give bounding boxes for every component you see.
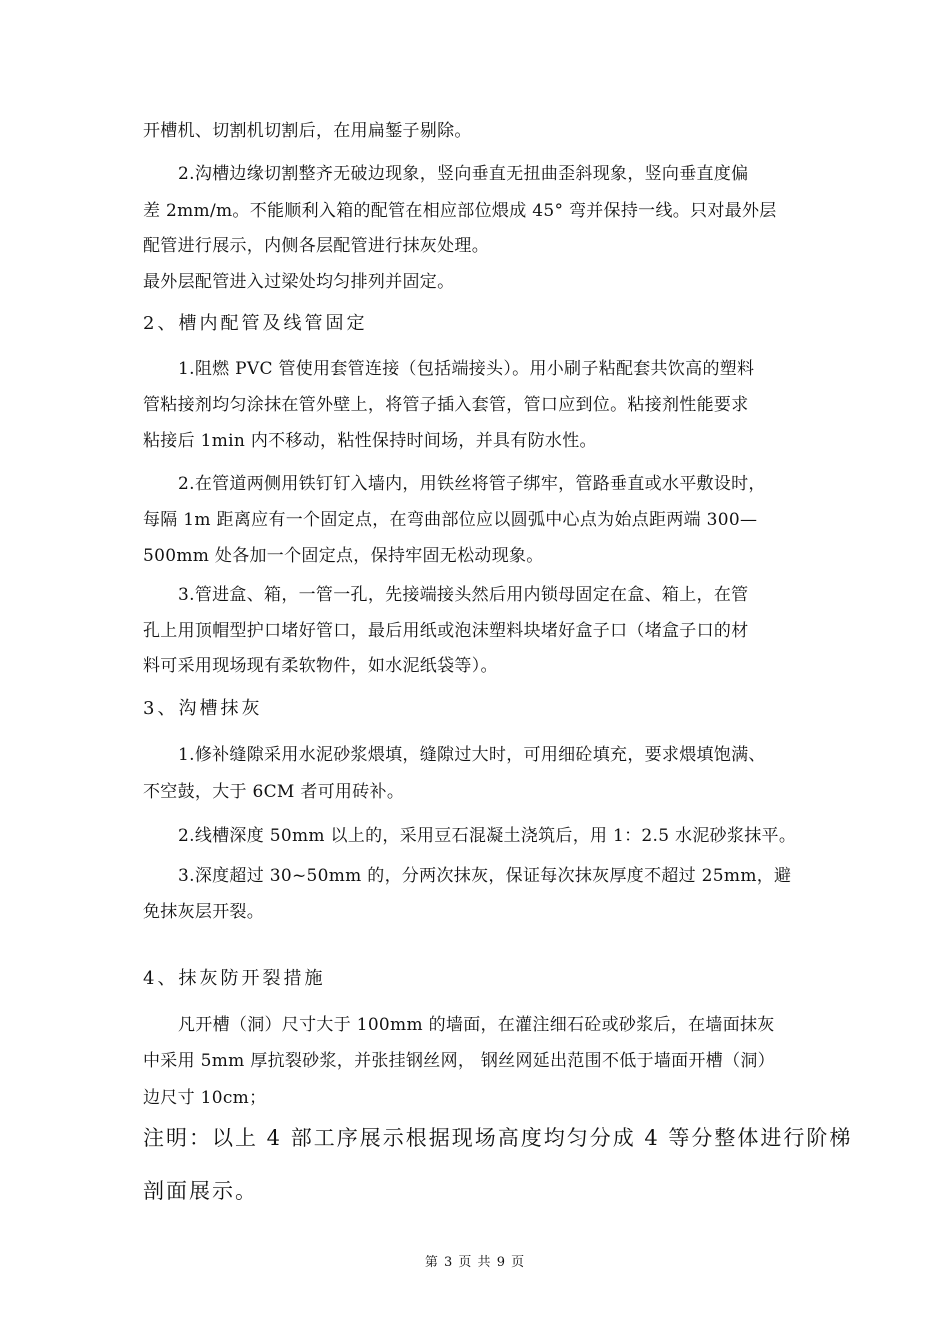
paragraph-line: 差 2mm/m。不能顺利入箱的配管在相应部位煨成 45° 弯并保持一线。只对最外层: [143, 201, 777, 221]
paragraph-line: 2.线槽深度 50mm 以上的，采用豆石混凝土浇筑后，用 1：2.5 水泥砂浆抹平。: [178, 826, 797, 846]
paragraph-line: 500mm 处各加一个固定点，保持牢固无松动现象。: [143, 546, 544, 566]
note-line: 注明：以上 4 部工序展示根据现场高度均匀分成 4 等分整体进行阶梯: [143, 1126, 853, 1150]
paragraph-line: 2.沟槽边缘切割整齐无破边现象，竖向垂直无扭曲歪斜现象，竖向垂直度偏: [178, 164, 749, 184]
section-heading: 4、抹灰防开裂措施: [143, 968, 326, 989]
paragraph-line: 管粘接剂均匀涂抹在管外壁上，将管子插入套管，管口应到位。粘接剂性能要求: [143, 395, 749, 415]
paragraph-line: 每隔 1m 距离应有一个固定点，在弯曲部位应以圆弧中心点为始点距两端 300—: [143, 510, 758, 530]
paragraph-line: 配管进行展示，内侧各层配管进行抹灰处理。: [143, 236, 489, 256]
paragraph-line: 粘接后 1min 内不移动，粘性保持时间场，并具有防水性。: [143, 431, 597, 451]
paragraph-line: 3.深度超过 30~50mm 的，分两次抹灰，保证每次抹灰厚度不超过 25mm，避: [178, 866, 792, 886]
note-line: 剖面展示。: [143, 1179, 258, 1203]
paragraph-line: 1.阻燃 PVC 管使用套管连接（包括端接头）。用小刷子粘配套共饮高的塑料: [178, 359, 755, 379]
paragraph-line: 中采用 5mm 厚抗裂砂浆，并张挂钢丝网， 钢丝网延出范围不低于墙面开槽（洞）: [143, 1051, 775, 1071]
paragraph-line: 凡开槽（洞）尺寸大于 100mm 的墙面，在灌注细石砼或砂浆后，在墙面抹灰: [178, 1015, 775, 1035]
page-footer: 第 3 页 共 9 页: [424, 1255, 526, 1270]
paragraph-line: 1.修补缝隙采用水泥砂浆煨填，缝隙过大时，可用细砼填充，要求煨填饱满、: [178, 745, 766, 765]
paragraph-line: 3.管进盒、箱，一管一孔，先接端接头然后用内锁母固定在盒、箱上，在管: [178, 585, 749, 605]
paragraph-line: 开槽机、切割机切割后，在用扁錾子剔除。: [143, 121, 472, 141]
section-heading: 2、槽内配管及线管固定: [143, 313, 368, 334]
paragraph-line: 料可采用现场现有柔软物件，如水泥纸袋等）。: [143, 656, 498, 676]
paragraph-line: 孔上用顶帽型护口堵好管口，最后用纸或泡沫塑料块堵好盒子口（堵盒子口的材: [143, 621, 749, 641]
paragraph-line: 边尺寸 10cm；: [143, 1088, 267, 1108]
section-heading: 3、沟槽抹灰: [143, 698, 263, 719]
paragraph-line: 免抹灰层开裂。: [143, 902, 265, 922]
paragraph-line: 2.在管道两侧用铁钉钉入墙内，用铁丝将管子绑牢，管路垂直或水平敷设时，: [178, 474, 766, 494]
paragraph-line: 不空鼓，大于 6CM 者可用砖补。: [143, 782, 405, 802]
paragraph-line: 最外层配管进入过梁处均匀排列并固定。: [143, 272, 455, 292]
